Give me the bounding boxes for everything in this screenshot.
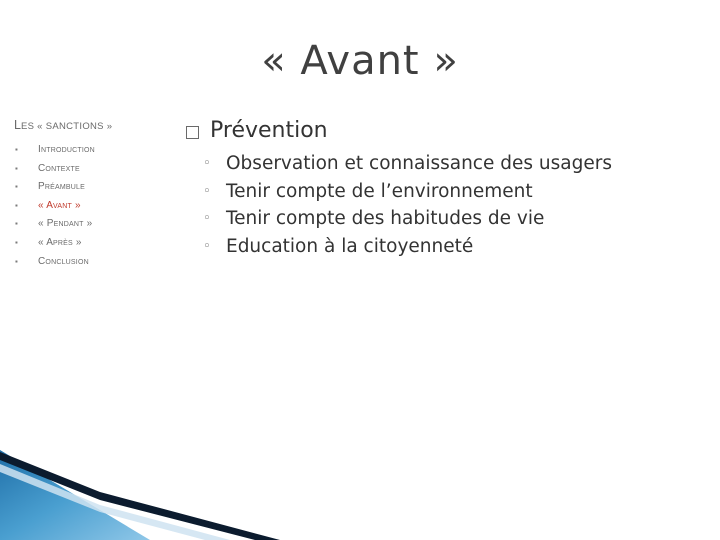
- sidebar-item-contexte[interactable]: [14, 160, 174, 179]
- sidebar-item-label: « Après »: [38, 236, 82, 248]
- content-list-item: [186, 178, 706, 206]
- ring-bullet-icon: ◦: [203, 183, 211, 199]
- content-item-text: Observation et connaissance des usagers: [226, 153, 612, 174]
- content-list-item: [186, 233, 706, 261]
- content-panel: [186, 116, 706, 260]
- content-heading: [186, 116, 706, 150]
- bullet-icon: ▪: [15, 219, 18, 229]
- bullet-icon: ▪: [15, 256, 18, 266]
- sidebar-heading: [14, 118, 174, 132]
- sidebar-item-label: Contexte: [38, 162, 80, 174]
- content-list: [186, 150, 706, 260]
- bullet-icon: ▪: [15, 145, 18, 154]
- sidebar-item-introduction[interactable]: [14, 141, 174, 160]
- sidebar-item-label: Préambule: [38, 181, 85, 193]
- bullet-icon: ▪: [15, 182, 18, 192]
- sidebar-item-avant[interactable]: [14, 197, 174, 216]
- content-item-text: Education à la citoyenneté: [226, 235, 474, 257]
- content-item-text: Tenir compte de l’environnement: [226, 180, 533, 202]
- sidebar-item-label: Conclusion: [38, 255, 89, 267]
- content-list-item: [186, 150, 706, 178]
- sidebar-item-preambule[interactable]: [14, 178, 174, 197]
- sidebar-item-label: Introduction: [38, 144, 95, 155]
- ring-bullet-icon: ◦: [203, 238, 211, 254]
- sidebar-item-pendant[interactable]: [14, 215, 174, 234]
- content-item-text: Tenir compte des habitudes de vie: [226, 208, 545, 229]
- corner-decoration: [0, 450, 720, 540]
- sidebar-navigation: [14, 118, 174, 271]
- content-list-item: [186, 205, 706, 233]
- content-heading-text: Prévention: [210, 118, 328, 143]
- bullet-icon: ▪: [15, 237, 18, 247]
- sidebar-item-label: « Pendant »: [38, 218, 93, 230]
- bullet-icon: ▪: [15, 163, 18, 173]
- bullet-icon: ▪: [15, 200, 18, 210]
- sidebar-item-label: « Avant »: [38, 199, 81, 211]
- sidebar-item-apres[interactable]: [14, 234, 174, 253]
- checkbox-bullet-icon: [186, 126, 199, 139]
- sidebar-item-conclusion[interactable]: [14, 253, 174, 272]
- ring-bullet-icon: ◦: [203, 211, 211, 226]
- sidebar-list: [14, 141, 174, 271]
- ring-bullet-icon: ◦: [203, 156, 211, 171]
- sidebar-heading-rest: ES « SANCTIONS »: [20, 121, 113, 132]
- slide-title: « Avant »: [261, 38, 459, 84]
- sidebar-heading-initial: L: [14, 118, 21, 132]
